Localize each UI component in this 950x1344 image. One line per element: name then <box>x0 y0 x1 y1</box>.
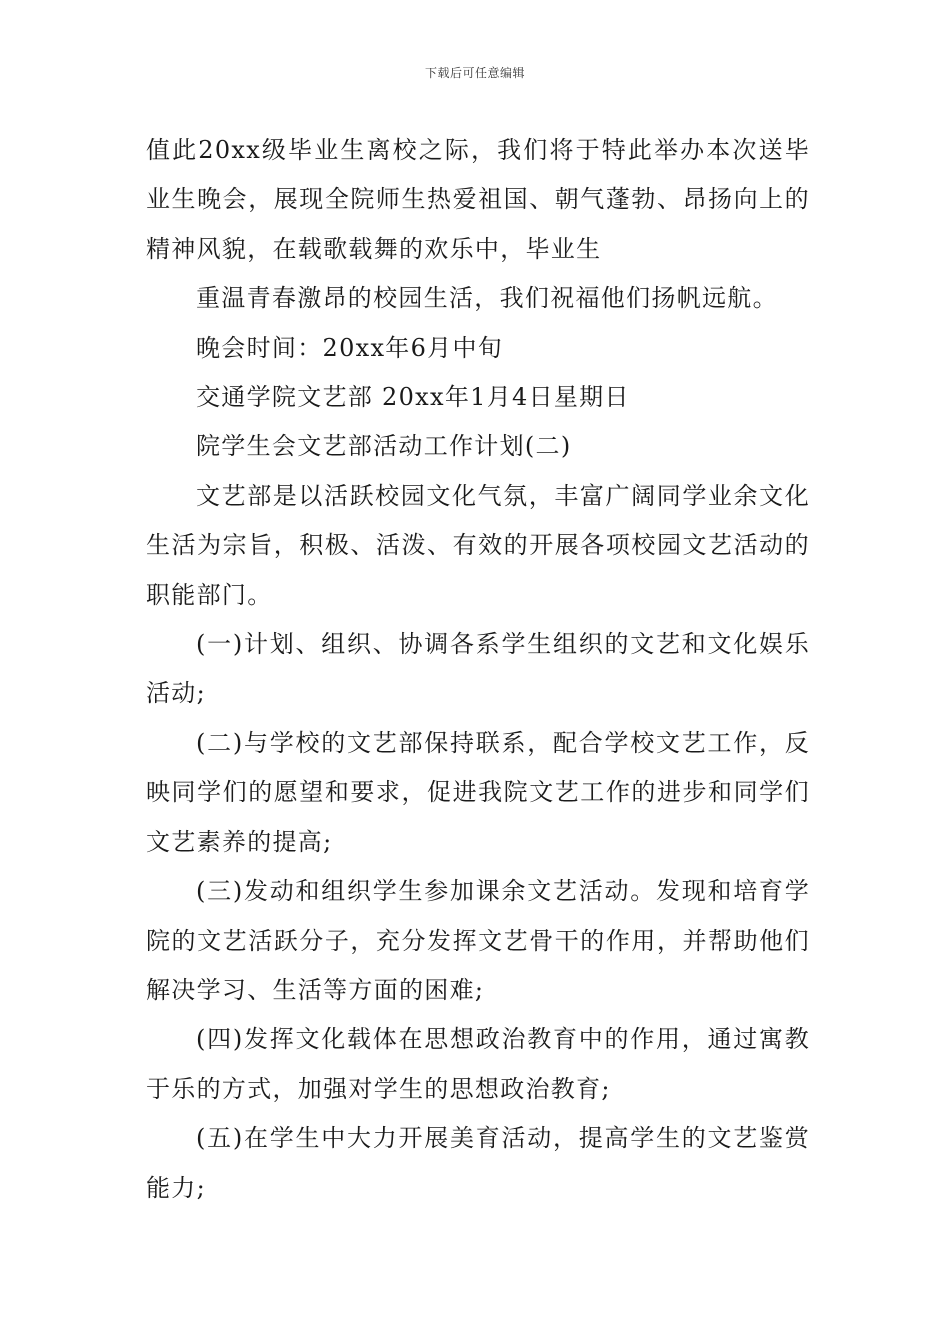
paragraph-department-purpose: 文艺部是以活跃校园文化气氛，丰富广阔同学业余文化生活为宗旨，积极、活泼、有效的开展各项校园文艺活动的职能部门。 <box>146 481 810 609</box>
section-title: 院学生会文艺部活动工作计划(二) <box>196 432 572 461</box>
paragraph-intro: 值此20xx级毕业生离校之际，我们将于特此举办本次送毕业生晚会，展现全院师生热爱祖国、朝气蓬勃、昂扬向上的精神风貌，在载歌载舞的欢乐中，毕业生 <box>146 136 810 263</box>
list-item-1: (一)计划、组织、协调各系学生组织的文艺和文化娱乐活动; <box>146 630 810 708</box>
list-item-4: (四)发挥文化载体在思想政治教育中的作用，通过寓教于乐的方式，加强对学生的思想政治教育; <box>146 1025 810 1103</box>
paragraph-farewell: 重温青春激昂的校园生活，我们祝福他们扬帆远航。 <box>196 284 778 313</box>
header-note: 下载后可任意编辑 <box>424 66 525 80</box>
list-item-2: (二)与学校的文艺部保持联系，配合学校文艺工作，反映同学们的愿望和要求，促进我院文艺工作的进步和同学们文艺素养的提高; <box>146 728 810 856</box>
list-item-5: (五)在学生中大力开展美育活动，提高学生的文艺鉴赏能力; <box>146 1124 810 1202</box>
paragraph-signature: 交通学院文艺部 20xx年1月4日星期日 <box>196 383 630 412</box>
document-body <box>146 126 810 1213</box>
paragraph-event-time: 晚会时间：20xx年6月中旬 <box>196 333 504 362</box>
list-item-3: (三)发动和组织学生参加课余文艺活动。发现和培育学院的文艺活跃分子，充分发挥文艺骨干的作用，并帮助他们解决学习、生活等方面的困难; <box>146 877 810 1004</box>
